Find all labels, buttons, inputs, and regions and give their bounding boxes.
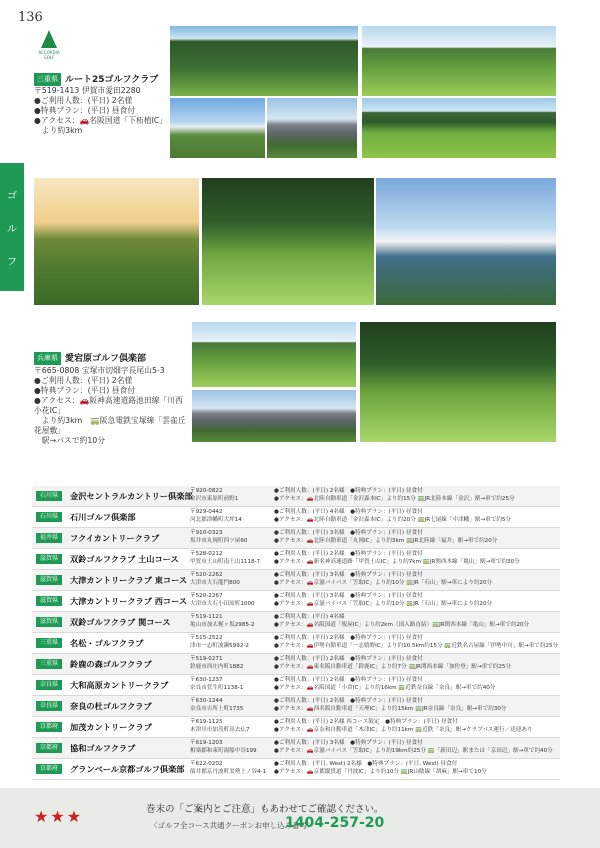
- detail-line: ●アクセス：🚗京滋バイパス「笠取IC」より約10分 🚃JR「石山」駅→車により約20分: [274, 600, 493, 607]
- course-photo: [360, 322, 556, 442]
- detail-line: ●ご利用人数：(平日) 2名様 ●特典プラン：(平日) 昼食付: [274, 488, 423, 494]
- course-name: 加茂カントリークラブ: [70, 722, 152, 732]
- course-name: 石川ゴルフ倶楽部: [70, 512, 136, 522]
- table-row: [32, 507, 560, 528]
- course-name: ルート25ゴルフクラブ: [65, 75, 159, 85]
- postal-code: 〒519-1121: [190, 614, 223, 620]
- detail-line: ●アクセス：🚗京滋バイパス「笠取IC」より約19km約25分 🚃「新田辺」駅または「京田辺」駅→車で約40分: [274, 747, 553, 754]
- info-line: ●特典プラン：(平日) 昼食付: [34, 386, 136, 395]
- detail-line: ●ご利用人数：(平日) 2名様 ●特典プラン：(平日) 昼食付: [274, 635, 423, 641]
- prefecture-badge: 石川県: [36, 491, 62, 501]
- course-photo: [170, 26, 358, 96]
- prefecture-badge: 滋賀県: [36, 554, 62, 564]
- prefecture-badge: 奈良県: [36, 701, 62, 711]
- detail-line: ●アクセス：🚗北陸自動車道「金沢森本IC」より約20分 🚃JR七尾線「中津幡」駅→車で約5分: [274, 516, 512, 523]
- course-photo: [34, 178, 199, 305]
- course-photo: [202, 178, 374, 305]
- detail-line: ●ご利用人数：(平日, West) 2名様 ●特典プラン：(平日, West) 昼食付: [274, 761, 458, 767]
- course-address: [190, 740, 257, 755]
- prefecture-badge: 京都府: [36, 722, 62, 732]
- table-row: [32, 486, 560, 507]
- info-line: ●アクセス：🚗阪神高速道路池田線「川西小花IC」: [34, 396, 183, 415]
- postal-code: 〒519-0271: [190, 656, 223, 662]
- course-details: [274, 572, 492, 587]
- table-row: [32, 696, 560, 717]
- course-details: [274, 635, 558, 650]
- info-line: より約3km 🚃阪急電鉄宝塚線「雲雀丘花屋敷」: [34, 416, 186, 435]
- table-row: [32, 738, 560, 759]
- prefecture-badge: 滋賀県: [36, 575, 62, 585]
- logo-text: ACCORDIA GOLF: [38, 50, 60, 60]
- clubhouse-photo: [376, 178, 556, 305]
- postal-code: 〒929-0442: [190, 509, 223, 515]
- course-address: [190, 761, 266, 776]
- detail-line: ●ご利用人数：(平日) 3名様 ●特典プラン：(平日) 昼食付: [274, 593, 423, 599]
- address: 奈良市吉所上町1735: [190, 705, 244, 712]
- address: 大津市大石小田原町1000: [190, 600, 255, 607]
- address: 坂井市丸岡町四ツ屋60: [190, 537, 248, 544]
- postal-code: 〒622-0202: [190, 761, 223, 767]
- table-row: [32, 675, 560, 696]
- table-row: [32, 654, 560, 675]
- course-name: 大津カントリークラブ 東コース: [70, 575, 188, 585]
- course-details: [274, 593, 492, 608]
- course-address: [190, 719, 250, 734]
- course-postal: 〒519-1413 伊賀市愛田2280: [34, 86, 141, 95]
- course-address: [190, 614, 255, 629]
- table-row: [32, 570, 560, 591]
- prefecture-badge: 三重県: [36, 659, 62, 669]
- tree-icon: [41, 30, 57, 48]
- prefecture-badge: 滋賀県: [36, 596, 62, 606]
- postal-code: 〒920-0822: [190, 488, 223, 494]
- course-name: グランベール京都ゴルフ倶楽部: [70, 764, 185, 774]
- detail-line: ●アクセス：🚗新名神高速道路「甲賀土山IC」より約7km 🚃JR関西本線「亀山」駅→車で約30分: [274, 558, 520, 565]
- prefecture-badge: 滋賀県: [36, 617, 62, 627]
- detail-line: ●アクセス：🚗北陸自動車道「金沢森本IC」より約15分 🚃JR北陸本線「金沢」駅→車で約25分: [274, 495, 515, 502]
- course-name: 鈴鹿の森ゴルフクラブ: [70, 659, 152, 669]
- course-details: [274, 551, 520, 566]
- course-name: 奈良の杜ゴルフクラブ: [70, 701, 152, 711]
- address: 金沢市東原町前野1: [190, 495, 239, 502]
- course-details: [274, 719, 533, 734]
- detail-line: ●アクセス：🚗伊勢自動車道「一志嬉野IC」より約10.5km約15分 🚃近鉄名古屋線「伊勢中川」駅→車で約25分: [274, 642, 559, 649]
- postal-code: 〒619-1203: [190, 740, 223, 746]
- course-details: [274, 656, 511, 671]
- course-address: [190, 509, 242, 524]
- course-name: 大和高原カントリークラブ: [70, 680, 169, 690]
- course-name: 名松・ゴルフクラブ: [70, 638, 144, 648]
- detail-line: ●ご利用人数：(平日) 3名様 ●特典プラン：(平日) 昼食付: [274, 530, 423, 536]
- prefecture-badge: 京都府: [36, 764, 62, 774]
- postal-code: 〒520-2267: [190, 593, 223, 599]
- address: 船井郡京丹波町実勢上ノ谷4-1: [190, 768, 267, 775]
- prefecture-badge: 石川県: [36, 512, 62, 522]
- detail-line: ●アクセス：🚗京都縦貫道「丹波IC」より約10分 🚃JR山陰線「胡麻」駅→車で10分: [274, 768, 487, 775]
- course-address: [190, 656, 243, 671]
- table-row: [32, 591, 560, 612]
- postal-code: 〒515-2522: [190, 635, 223, 641]
- postal-code: 〒910-0323: [190, 530, 223, 536]
- detail-line: ●アクセス：🚗名阪国道「板屋IC」より約2km（国入路直結）🚃JR関西本線「亀山」駅→車で約20分: [274, 621, 530, 628]
- detail-line: ●ご利用人数：(平日) 3名様 ●特典プラン：(平日) 昼食付: [274, 572, 423, 578]
- detail-line: ●ご利用人数：(平日) 2名様 ●特典プラン：(平日) 昼食付: [274, 656, 423, 662]
- table-row: [32, 528, 560, 549]
- detail-line: ●ご利用人数：(平日) 2名様 ●特典プラン：(平日) 昼食付: [274, 698, 423, 704]
- detail-line: ●ご利用人数：(平日) 4名様: [274, 614, 345, 620]
- course-photo: [362, 98, 556, 158]
- prefecture-badge: 奈良県: [36, 680, 62, 690]
- course-details: [274, 488, 515, 503]
- address: 河北郡津幡町大坪14: [190, 516, 242, 523]
- detail-line: ●アクセス：🚗東名阪自動車道「鈴鹿IC」より約7分 🚃JR関西本線「加佐登」駅→車で約25分: [274, 663, 512, 670]
- info-line: 駅→バスで約10分: [34, 436, 106, 445]
- detail-line: ●アクセス：🚗京奈和自動車道「木津IC」より約11km 🚃近鉄「奈良」駅→クラブバス運行／送迎あり: [274, 726, 533, 733]
- rating-stars: ★★★: [34, 807, 84, 826]
- course-table: [32, 486, 560, 780]
- postal-code: 〒528-0212: [190, 551, 223, 557]
- course-postal: 〒665-0808 宝塚市切畑字長尾山5-3: [34, 366, 165, 375]
- address: 奈良市菅生町1138-1: [190, 684, 244, 691]
- detail-line: ●アクセス：🚗北陸自動車道「丸岡IC」より約3km 🚃JR北陸線「福井」駅→車で約20分: [274, 537, 498, 544]
- postal-code: 〒630-1237: [190, 677, 223, 683]
- side-tab-char: ル: [7, 223, 17, 235]
- course-address: [190, 530, 247, 545]
- table-row: [32, 612, 560, 633]
- course-details: [274, 509, 511, 524]
- coupon-code-label: 〈ゴルフ全コース共通クーポンお申し込み番号〉: [150, 821, 315, 830]
- address: 亀山市加太梶ヶ坂2985-2: [190, 621, 255, 628]
- course2-info: [34, 366, 190, 446]
- info-line: ●ご利用人数：(平日) 2名様: [34, 376, 133, 385]
- section-side-tab: [0, 163, 24, 291]
- prefecture-badge: 京都府: [36, 743, 62, 753]
- course-details: [274, 761, 487, 776]
- side-tab-char: フ: [7, 256, 17, 268]
- address: 甲賀市土山町南土山1118-7: [190, 558, 261, 565]
- course-address: [190, 677, 243, 692]
- postal-code: 〒630-1244: [190, 698, 223, 704]
- clubhouse-photo: [192, 390, 356, 442]
- footer-note: 巻末の「ご案内とご注意」もあわせてご確認ください。: [146, 804, 384, 815]
- prefecture-badge: 三重県: [34, 73, 61, 86]
- course-name: フクイカントリークラブ: [70, 533, 160, 543]
- course-details: [274, 614, 529, 629]
- clubhouse-photo: [170, 98, 265, 158]
- course-address: [190, 551, 260, 566]
- prefecture-badge: 三重県: [36, 638, 62, 648]
- course-details: [274, 740, 553, 755]
- course-name: 金沢セントラルカントリー倶楽部: [70, 491, 193, 501]
- side-tab-char: ゴ: [7, 190, 17, 202]
- info-line: ●ご利用人数：(平日) 2名様: [34, 96, 133, 105]
- prefecture-badge: 兵庫県: [34, 352, 61, 365]
- detail-line: ●アクセス：🚗名阪国道「小倉IC」より約16km 🚃近鉄奈良線「奈良」駅→車で約40分: [274, 684, 496, 691]
- postal-code: 〒520-2262: [190, 572, 223, 578]
- clubhouse-photo: [267, 98, 357, 158]
- course-details: [274, 698, 507, 713]
- info-line: ●特典プラン：(平日) 昼食付: [34, 106, 136, 115]
- detail-line: ●アクセス：🚗西名阪自動車道「天理IC」より約15km 🚃JR奈良線「奈良」駅→車で約30分: [274, 705, 507, 712]
- postal-code: 〒619-1125: [190, 719, 223, 725]
- course1-heading: [34, 73, 184, 86]
- course-details: [274, 677, 495, 692]
- info-line: ●アクセス：🚗名阪国道「下柘植IC」: [34, 116, 168, 125]
- detail-line: ●ご利用人数：(平日) 3名様 ●特典プラン：(平日) 昼食付: [274, 740, 423, 746]
- page-number: 136: [18, 10, 43, 25]
- course-name: 愛宕原ゴルフ倶楽部: [65, 354, 147, 364]
- address: 木津川市加茂町高去仏7: [190, 726, 250, 733]
- detail-line: ●ご利用人数：(平日) 2名様 西コース限定 ●特典プラン：(平日) 昼食付: [274, 719, 458, 725]
- course-address: [190, 572, 240, 587]
- info-line: より約3km: [34, 126, 83, 135]
- address: 大津市大石龍門800: [190, 579, 240, 586]
- prefecture-badge: 福井県: [36, 533, 62, 543]
- course-name: 双鈴ゴルフクラブ 土山コース: [70, 554, 179, 564]
- address: 鈴鹿市西庄内町1882: [190, 663, 244, 670]
- table-row: [32, 633, 560, 654]
- detail-line: ●アクセス：🚗京滋バイパス「笠取IC」より約10分 🚃JR「石山」駅→車により約20分: [274, 579, 493, 586]
- table-row: [32, 717, 560, 738]
- course-name: 協和ゴルフクラブ: [70, 743, 136, 753]
- course2-heading: [34, 352, 194, 365]
- course-details: [274, 530, 497, 545]
- course1-info: [34, 86, 184, 136]
- course-address: [190, 698, 243, 713]
- address: 相楽郡和束町湯船中谷199: [190, 747, 257, 754]
- table-row: [32, 549, 560, 570]
- detail-line: ●ご利用人数：(平日) 2名様 ●特典プラン：(平日) 昼食付: [274, 677, 423, 683]
- accordia-logo: [34, 30, 64, 60]
- address: 津市一志町波瀬5992-2: [190, 642, 249, 649]
- course-name: 双鈴ゴルフクラブ 関コース: [70, 617, 171, 627]
- table-row: [32, 759, 560, 780]
- course-address: [190, 593, 255, 608]
- detail-line: ●ご利用人数：(平日) 2名様 ●特典プラン：(平日) 昼食付: [274, 551, 423, 557]
- course-photo: [192, 322, 356, 387]
- course-name: 大津カントリークラブ 西コース: [70, 596, 188, 606]
- course-address: [190, 488, 238, 503]
- course-photo: [362, 26, 556, 96]
- detail-line: ●ご利用人数：(平日) 4名様 ●特典プラン：(平日) 昼食付: [274, 509, 423, 515]
- course-address: [190, 635, 249, 650]
- coupon-code: 1404-257-20: [285, 815, 385, 831]
